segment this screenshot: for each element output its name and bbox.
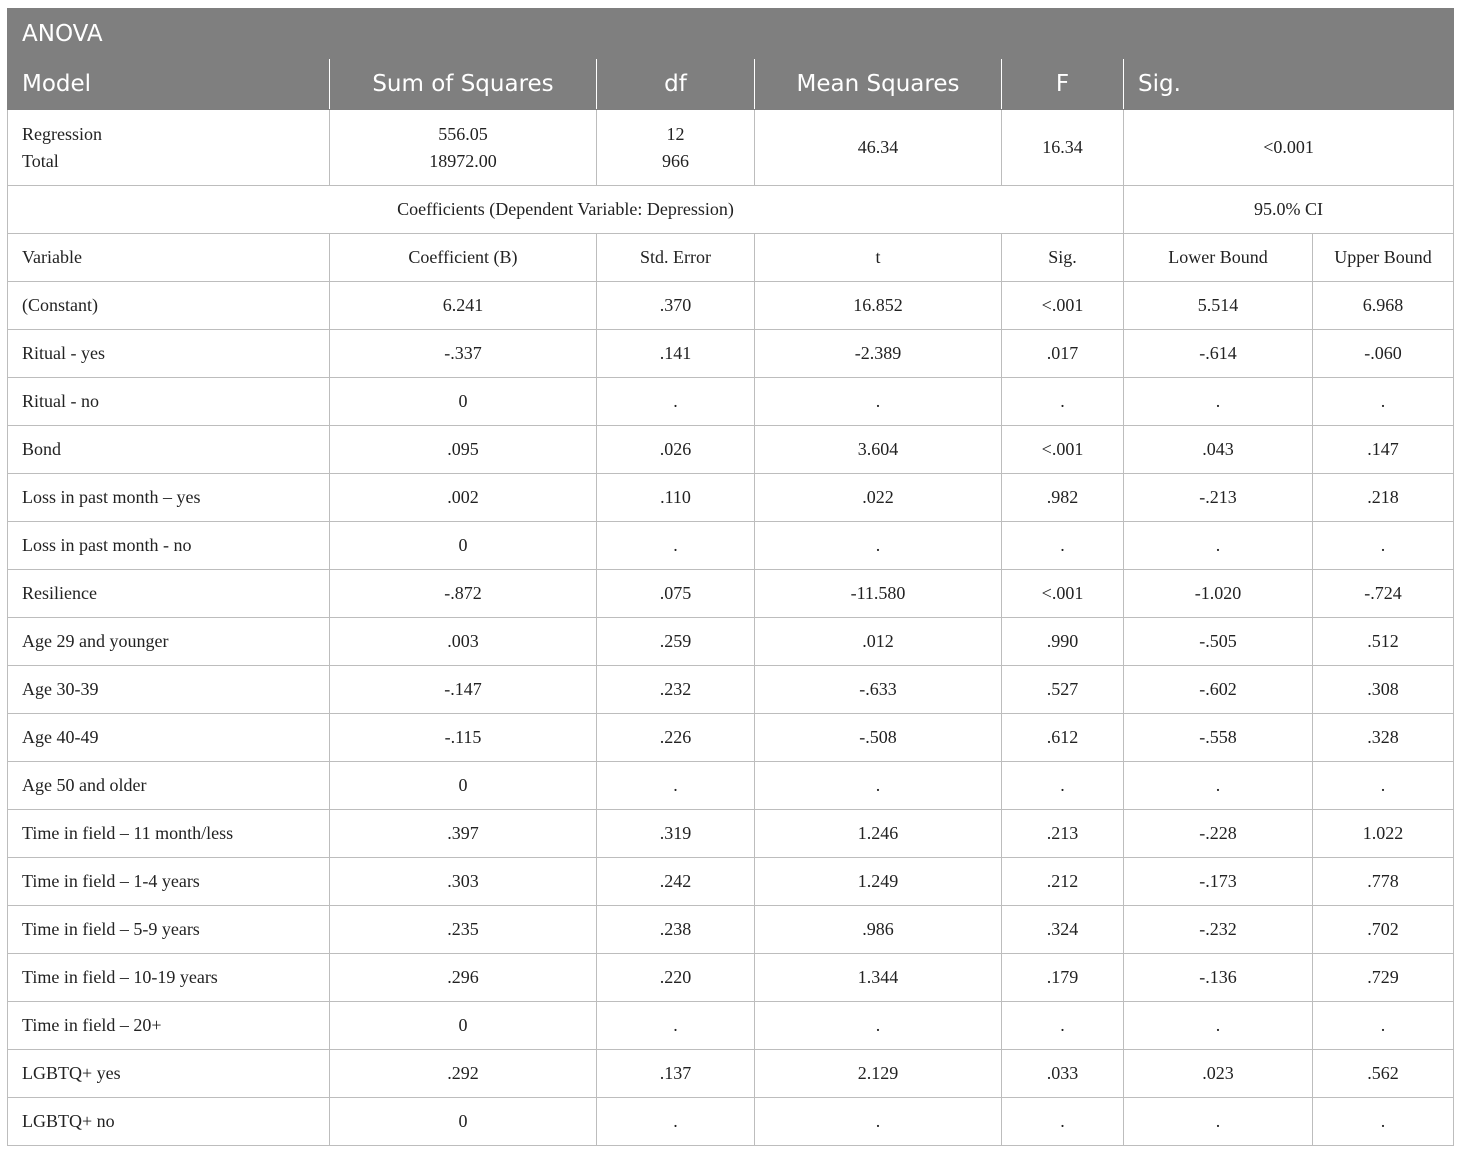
table-row: [8, 426, 1454, 474]
cell-lower-bound: .: [1124, 1002, 1313, 1050]
cell-coefficient: 0: [330, 522, 597, 570]
cell-variable: Loss in past month – yes: [8, 474, 330, 522]
cell-upper-bound: .562: [1313, 1050, 1454, 1098]
cell-t: -11.580: [755, 570, 1002, 618]
table-row: [8, 810, 1454, 858]
cell-variable: Age 50 and older: [8, 762, 330, 810]
header-t: t: [755, 234, 1002, 282]
cell-upper-bound: 1.022: [1313, 810, 1454, 858]
cell-coefficient: .095: [330, 426, 597, 474]
cell-coefficient: -.147: [330, 666, 597, 714]
coefficients-body: [8, 282, 1454, 1146]
cell-upper-bound: .147: [1313, 426, 1454, 474]
header-std-error: Std. Error: [597, 234, 755, 282]
cell-t: .: [755, 378, 1002, 426]
ss-total: 18972.00: [429, 150, 497, 171]
cell-upper-bound: .: [1313, 378, 1454, 426]
cell-std-error: .242: [597, 858, 755, 906]
cell-coefficient: 0: [330, 762, 597, 810]
cell-coefficient: 6.241: [330, 282, 597, 330]
cell-lower-bound: -.602: [1124, 666, 1313, 714]
cell-std-error: .137: [597, 1050, 755, 1098]
cell-sig: .179: [1002, 954, 1124, 1002]
cell-lower-bound: -.614: [1124, 330, 1313, 378]
anova-mean-squares: 46.34: [755, 110, 1002, 186]
cell-lower-bound: .: [1124, 522, 1313, 570]
table-row: [8, 474, 1454, 522]
cell-coefficient: -.872: [330, 570, 597, 618]
cell-sig: .990: [1002, 618, 1124, 666]
header-model: Model: [8, 59, 330, 110]
df-total: 966: [662, 150, 689, 171]
cell-upper-bound: .: [1313, 762, 1454, 810]
coefficients-caption-row: [8, 186, 1454, 234]
cell-lower-bound: -.213: [1124, 474, 1313, 522]
df-regression: 12: [666, 123, 685, 144]
cell-variable: Ritual - no: [8, 378, 330, 426]
cell-variable: Time in field – 11 month/less: [8, 810, 330, 858]
title-row: [8, 9, 1454, 59]
cell-lower-bound: 5.514: [1124, 282, 1313, 330]
cell-sig: .033: [1002, 1050, 1124, 1098]
cell-variable: Age 40-49: [8, 714, 330, 762]
cell-lower-bound: -.228: [1124, 810, 1313, 858]
cell-std-error: .226: [597, 714, 755, 762]
cell-upper-bound: .729: [1313, 954, 1454, 1002]
anova-table-container: [7, 8, 1453, 1146]
cell-lower-bound: .043: [1124, 426, 1313, 474]
cell-lower-bound: -1.020: [1124, 570, 1313, 618]
cell-t: 16.852: [755, 282, 1002, 330]
table-row: [8, 282, 1454, 330]
cell-coefficient: .235: [330, 906, 597, 954]
cell-coefficient: .397: [330, 810, 597, 858]
cell-lower-bound: .: [1124, 378, 1313, 426]
header-coefficient: Coefficient (B): [330, 234, 597, 282]
cell-lower-bound: -.173: [1124, 858, 1313, 906]
cell-variable: Time in field – 20+: [8, 1002, 330, 1050]
cell-upper-bound: .778: [1313, 858, 1454, 906]
cell-sig: .982: [1002, 474, 1124, 522]
cell-variable: LGBTQ+ yes: [8, 1050, 330, 1098]
header-sig: Sig.: [1124, 59, 1454, 110]
table-title: ANOVA: [8, 9, 1454, 59]
cell-variable: Ritual - yes: [8, 330, 330, 378]
cell-std-error: .: [597, 378, 755, 426]
cell-lower-bound: .023: [1124, 1050, 1313, 1098]
header-mean-squares: Mean Squares: [755, 59, 1002, 110]
table-row: [8, 954, 1454, 1002]
cell-sig: <.001: [1002, 282, 1124, 330]
header-variable: Variable: [8, 234, 330, 282]
cell-sig: <.001: [1002, 426, 1124, 474]
cell-lower-bound: .: [1124, 1098, 1313, 1146]
cell-t: 2.129: [755, 1050, 1002, 1098]
cell-lower-bound: -.505: [1124, 618, 1313, 666]
table-row: [8, 330, 1454, 378]
cell-sig: <.001: [1002, 570, 1124, 618]
cell-variable: Time in field – 1-4 years: [8, 858, 330, 906]
cell-t: -2.389: [755, 330, 1002, 378]
table-row: [8, 858, 1454, 906]
table-row: [8, 618, 1454, 666]
cell-std-error: .232: [597, 666, 755, 714]
cell-sig: .: [1002, 1098, 1124, 1146]
cell-coefficient: .292: [330, 1050, 597, 1098]
anova-sig: <0.001: [1124, 110, 1454, 186]
cell-coefficient: .002: [330, 474, 597, 522]
cell-t: .: [755, 522, 1002, 570]
anova-df-cell: [597, 110, 755, 186]
header-coef-sig: Sig.: [1002, 234, 1124, 282]
anova-table: [7, 8, 1454, 1146]
anova-model-cell: [8, 110, 330, 186]
cell-coefficient: .303: [330, 858, 597, 906]
cell-std-error: .238: [597, 906, 755, 954]
cell-sig: .017: [1002, 330, 1124, 378]
table-row: [8, 1002, 1454, 1050]
cell-t: .: [755, 762, 1002, 810]
cell-t: 1.344: [755, 954, 1002, 1002]
cell-std-error: .026: [597, 426, 755, 474]
table-row: [8, 1050, 1454, 1098]
model-regression: Regression: [22, 123, 102, 144]
cell-upper-bound: .308: [1313, 666, 1454, 714]
table-row: [8, 906, 1454, 954]
cell-t: -.508: [755, 714, 1002, 762]
table-row: [8, 378, 1454, 426]
cell-sig: .527: [1002, 666, 1124, 714]
header-sum-of-squares: Sum of Squares: [330, 59, 597, 110]
cell-sig: .324: [1002, 906, 1124, 954]
cell-variable: LGBTQ+ no: [8, 1098, 330, 1146]
cell-t: .: [755, 1098, 1002, 1146]
cell-coefficient: -.115: [330, 714, 597, 762]
cell-t: -.633: [755, 666, 1002, 714]
cell-sig: .212: [1002, 858, 1124, 906]
cell-upper-bound: .702: [1313, 906, 1454, 954]
model-total: Total: [22, 150, 59, 171]
cell-lower-bound: -.232: [1124, 906, 1313, 954]
table-row: [8, 570, 1454, 618]
header-f: F: [1002, 59, 1124, 110]
cell-variable: Loss in past month - no: [8, 522, 330, 570]
cell-t: 1.246: [755, 810, 1002, 858]
table-row: [8, 522, 1454, 570]
cell-std-error: .: [597, 522, 755, 570]
cell-t: 3.604: [755, 426, 1002, 474]
cell-upper-bound: .: [1313, 1098, 1454, 1146]
cell-t: .022: [755, 474, 1002, 522]
cell-std-error: .110: [597, 474, 755, 522]
cell-upper-bound: -.060: [1313, 330, 1454, 378]
cell-coefficient: .003: [330, 618, 597, 666]
header-lower-bound: Lower Bound: [1124, 234, 1313, 282]
cell-t: .: [755, 1002, 1002, 1050]
cell-variable: Bond: [8, 426, 330, 474]
cell-coefficient: 0: [330, 378, 597, 426]
cell-lower-bound: -.558: [1124, 714, 1313, 762]
cell-lower-bound: -.136: [1124, 954, 1313, 1002]
cell-t: .986: [755, 906, 1002, 954]
cell-upper-bound: .: [1313, 522, 1454, 570]
cell-upper-bound: .512: [1313, 618, 1454, 666]
table-row: [8, 714, 1454, 762]
cell-variable: (Constant): [8, 282, 330, 330]
anova-header-row: [8, 59, 1454, 110]
cell-sig: .213: [1002, 810, 1124, 858]
header-df: df: [597, 59, 755, 110]
cell-coefficient: -.337: [330, 330, 597, 378]
cell-std-error: .: [597, 762, 755, 810]
cell-t: 1.249: [755, 858, 1002, 906]
cell-upper-bound: -.724: [1313, 570, 1454, 618]
ci-caption: 95.0% CI: [1124, 186, 1454, 234]
coefficients-header-row: [8, 234, 1454, 282]
cell-t: .012: [755, 618, 1002, 666]
cell-coefficient: 0: [330, 1098, 597, 1146]
table-row: [8, 762, 1454, 810]
table-row: [8, 666, 1454, 714]
cell-sig: .: [1002, 378, 1124, 426]
cell-variable: Time in field – 5-9 years: [8, 906, 330, 954]
cell-variable: Age 30-39: [8, 666, 330, 714]
cell-std-error: .075: [597, 570, 755, 618]
cell-upper-bound: 6.968: [1313, 282, 1454, 330]
cell-std-error: .: [597, 1002, 755, 1050]
cell-lower-bound: .: [1124, 762, 1313, 810]
cell-std-error: .319: [597, 810, 755, 858]
cell-variable: Time in field – 10-19 years: [8, 954, 330, 1002]
cell-upper-bound: .218: [1313, 474, 1454, 522]
cell-sig: .612: [1002, 714, 1124, 762]
cell-sig: .: [1002, 1002, 1124, 1050]
cell-coefficient: 0: [330, 1002, 597, 1050]
cell-sig: .: [1002, 762, 1124, 810]
cell-std-error: .141: [597, 330, 755, 378]
ss-regression: 556.05: [438, 123, 488, 144]
cell-std-error: .: [597, 1098, 755, 1146]
table-row: [8, 1098, 1454, 1146]
cell-upper-bound: .328: [1313, 714, 1454, 762]
anova-ss-cell: [330, 110, 597, 186]
cell-std-error: .370: [597, 282, 755, 330]
anova-f: 16.34: [1002, 110, 1124, 186]
header-upper-bound: Upper Bound: [1313, 234, 1454, 282]
cell-upper-bound: .: [1313, 1002, 1454, 1050]
cell-variable: Age 29 and younger: [8, 618, 330, 666]
cell-std-error: .259: [597, 618, 755, 666]
cell-sig: .: [1002, 522, 1124, 570]
cell-coefficient: .296: [330, 954, 597, 1002]
anova-values-row: [8, 110, 1454, 186]
coefficients-caption: Coefficients (Dependent Variable: Depression): [8, 186, 1124, 234]
cell-variable: Resilience: [8, 570, 330, 618]
cell-std-error: .220: [597, 954, 755, 1002]
